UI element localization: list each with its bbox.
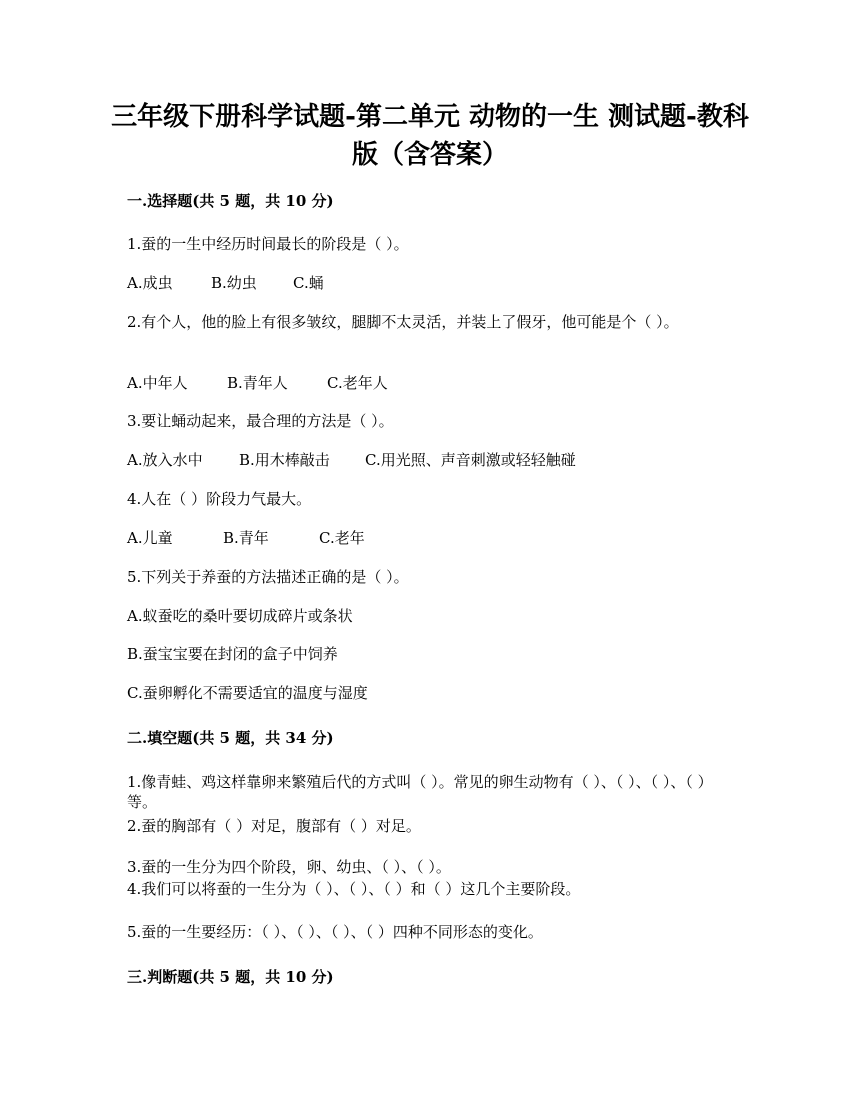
option: A.中年人: [127, 374, 188, 392]
question-stem: 2.蚕的胸部有（ ）对足，腹部有（ ）对足。: [127, 817, 421, 835]
option: A.成虫: [127, 274, 173, 292]
question-options: [127, 273, 324, 293]
option: B.青年: [223, 529, 269, 547]
question-stem: 4.人在（ ）阶段力气最大。: [127, 490, 312, 508]
option: C.蚕卵孵化不需要适宜的温度与湿度: [127, 684, 368, 702]
question-stem: 3.蚕的一生分为四个阶段，卵、幼虫、（ ）、（ ）。: [127, 858, 451, 876]
question-stem: 1.蚕的一生中经历时间最长的阶段是（ ）。: [127, 235, 409, 253]
option: C.蛹: [293, 274, 324, 292]
option: B.青年人: [227, 374, 288, 392]
section-heading-fill: 二.填空题(共 5 题，共 34 分): [127, 729, 334, 747]
section-heading-choice: 一.选择题(共 5 题，共 10 分): [127, 192, 334, 210]
page-title: 三年级下册科学试题-第二单元 动物的一生 测试题-教科版（含答案）: [111, 102, 749, 170]
question-stem: 5.蚕的一生要经历：（ ）、（ ）、（ ）、（ ）四种不同形态的变化。: [127, 923, 543, 941]
question-stem: 3.要让蛹动起来，最合理的方法是（ ）。: [127, 412, 394, 430]
section-heading-judge: 三.判断题(共 5 题，共 10 分): [127, 968, 334, 986]
option: B.用木棒敲击: [239, 451, 330, 469]
option: C.用光照、声音刺激或轻轻触碰: [365, 451, 576, 469]
question-stem: 1.像青蛙、鸡这样靠卵来繁殖后代的方式叫（ ）。常见的卵生动物有（ ）、（ ）、（ ）、（ ）等。: [127, 773, 713, 811]
option: C.老年: [319, 529, 365, 547]
question-stem: 4.我们可以将蚕的一生分为（ ）、（ ）、（ ）和（ ）这几个主要阶段。: [127, 880, 581, 898]
question-stem: 5.下列关于养蚕的方法描述正确的是（ ）。: [127, 568, 409, 586]
option: A.蚁蚕吃的桑叶要切成碎片或条状: [127, 607, 353, 625]
option: A.放入水中: [127, 451, 203, 469]
question-stem: 2.有个人，他的脸上有很多皱纹，腿脚不太灵活，并装上了假牙，他可能是个（ ）。: [127, 313, 679, 331]
option: A.儿童: [127, 529, 173, 547]
option: B.蚕宝宝要在封闭的盒子中饲养: [127, 645, 338, 663]
question-options: [127, 450, 576, 470]
question-options: [127, 528, 365, 548]
option: C.老年人: [327, 374, 388, 392]
question-options: [127, 373, 388, 393]
option: B.幼虫: [211, 274, 257, 292]
